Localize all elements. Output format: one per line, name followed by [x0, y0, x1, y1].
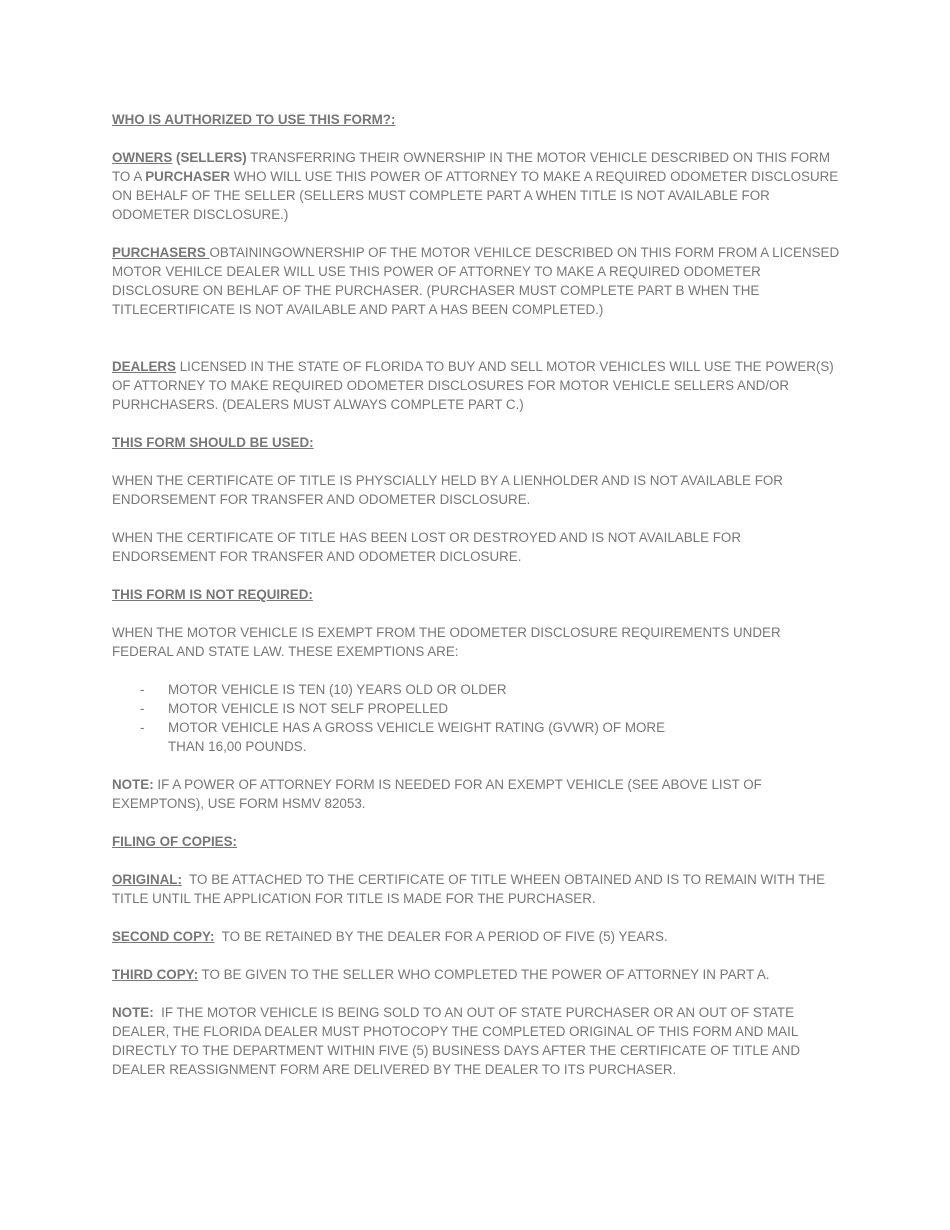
list-item-text: MOTOR VEHICLE IS TEN (10) YEARS OLD OR OLDER	[168, 682, 507, 697]
second-copy-text: TO BE RETAINED BY THE DEALER FOR A PERIOD OF FIVE (5) YEARS.	[214, 929, 668, 944]
should-be-used-heading: THIS FORM SHOULD BE USED:	[112, 435, 314, 450]
owners-text-1: TRANSFERRING THEIR OWNERSHIP IN THE MOTOR VEHICLE DESCRIBED ON THIS FORM TO A	[112, 150, 830, 184]
dealers-text: LICENSED IN THE STATE OF FLORIDA TO BUY AND SELL MOTOR VEHICLES WILL USE THE POWER(S) OF ATTORNEY TO MAKE REQUIRED ODOMETER DISCLOSURES FOR MOTOR VEHICLE SELLERS AND/OR PURHCHASERS. (DEALERS MUST ALWAYS COMPLETE PART C.)	[112, 359, 834, 412]
third-copy-paragraph	[112, 965, 842, 984]
dash-bullet: -	[140, 720, 145, 735]
list-item	[112, 699, 842, 718]
purchasers-text: OBTAININGOWNERSHIP OF THE MOTOR VEHILCE DESCRIBED ON THIS FORM FROM A LICENSED MOTOR VEHILCE DEALER WILL USE THIS POWER OF ATTORNEY TO MAKE A REQUIRED ODOMETER DISCLOSURE ON BEHLAF OF THE PURCHASER. (PURCHASER MUST COMPLETE PART B WHEN THE TITLECERTIFICATE IS NOT AVAILABLE AND PART A HAS BEEN COMPLETED.)	[112, 245, 840, 317]
owners-paragraph	[112, 148, 842, 224]
third-copy-text: TO BE GIVEN TO THE SELLER WHO COMPLETED THE POWER OF ATTORNEY IN PART A.	[198, 967, 770, 982]
note-label: NOTE:	[112, 1005, 154, 1020]
list-item-text: MOTOR VEHICLE IS NOT SELF PROPELLED	[168, 701, 449, 716]
second-copy-paragraph	[112, 927, 842, 946]
exempt-paragraph: WHEN THE MOTOR VEHICLE IS EXEMPT FROM THE ODOMETER DISCLOSURE REQUIREMENTS UNDER FEDERAL AND STATE LAW. THESE EXEMPTIONS ARE:	[112, 625, 781, 659]
filing-note-paragraph	[112, 1003, 842, 1079]
original-label: ORIGINAL:	[112, 872, 182, 887]
owners-label: OWNERS	[112, 150, 173, 165]
purchasers-label: PURCHASERS	[112, 245, 210, 260]
list-item	[112, 680, 842, 699]
original-text: TO BE ATTACHED TO THE CERTIFICATE OF TITLE WHEEN OBTAINED AND IS TO REMAIN WITH THE TITLE UNTIL THE APPLICATION FOR TITLE IS MADE FOR THE PURCHASER.	[112, 872, 829, 906]
note-text: IF A POWER OF ATTORNEY FORM IS NEEDED FOR AN EXEMPT VEHICLE (SEE ABOVE LIST OF EXEMPTONS), USE FORM HSMV 82053.	[112, 777, 762, 811]
sellers-label: (SELLERS)	[172, 150, 247, 165]
purchaser-label: PURCHASER	[145, 169, 231, 184]
authorized-heading: WHO IS AUTHORIZED TO USE THIS FORM?:	[112, 112, 396, 127]
dealers-paragraph	[112, 357, 842, 414]
original-paragraph	[112, 870, 842, 908]
exempt-note-paragraph	[112, 775, 842, 813]
dealers-label: DEALERS	[112, 359, 176, 374]
list-item	[112, 718, 842, 756]
lost-title-paragraph: WHEN THE CERTIFICATE OF TITLE HAS BEEN LOST OR DESTROYED AND IS NOT AVAILABLE FOR ENDORSEMENT FOR TRANSFER AND ODOMETER DICLOSURE.	[112, 530, 741, 564]
filing-heading: FILING OF COPIES:	[112, 834, 237, 849]
owners-text-2: WHO WILL USE THIS POWER OF ATTORNEY TO MAKE A REQUIRED ODOMETER DISCLOSURE ON BEHALF OF THE SELLER (SELLERS MUST COMPLETE PART A WHEN TITLE IS NOT AVAILABLE FOR ODOMETER DISCLOSURE.)	[112, 169, 839, 222]
document-page	[112, 110, 842, 1098]
not-required-heading: THIS FORM IS NOT REQUIRED:	[112, 587, 313, 602]
third-copy-label: THIRD COPY:	[112, 967, 199, 982]
list-item-text: MOTOR VEHICLE HAS A GROSS VEHICLE WEIGHT RATING (GVWR) OF MORE THAN 16,00 POUNDS.	[168, 720, 666, 754]
note-text: IF THE MOTOR VEHICLE IS BEING SOLD TO AN OUT OF STATE PURCHASER OR AN OUT OF STATE DEALER, THE FLORIDA DEALER MUST PHOTOCOPY THE COMPLETED ORIGINAL OF THIS FORM AND MAIL DIRECTLY TO THE DEPARTMENT WITHIN FIVE (5) BUSINESS DAYS AFTER THE CERTIFICATE OF TITLE AND DEALER REASSIGNMENT FORM ARE DELIVERED BY THE DEALER TO ITS PURCHASER.	[112, 1005, 804, 1077]
lienholder-paragraph: WHEN THE CERTIFICATE OF TITLE IS PHYSCIALLY HELD BY A LIENHOLDER AND IS NOT AVAILABLE FOR ENDORSEMENT FOR TRANSFER AND ODOMETER DISCLOSURE.	[112, 473, 783, 507]
exemptions-list	[112, 680, 842, 756]
dash-bullet: -	[140, 682, 145, 697]
purchasers-paragraph	[112, 243, 842, 319]
note-label: NOTE:	[112, 777, 154, 792]
dash-bullet: -	[140, 701, 145, 716]
second-copy-label: SECOND COPY:	[112, 929, 215, 944]
